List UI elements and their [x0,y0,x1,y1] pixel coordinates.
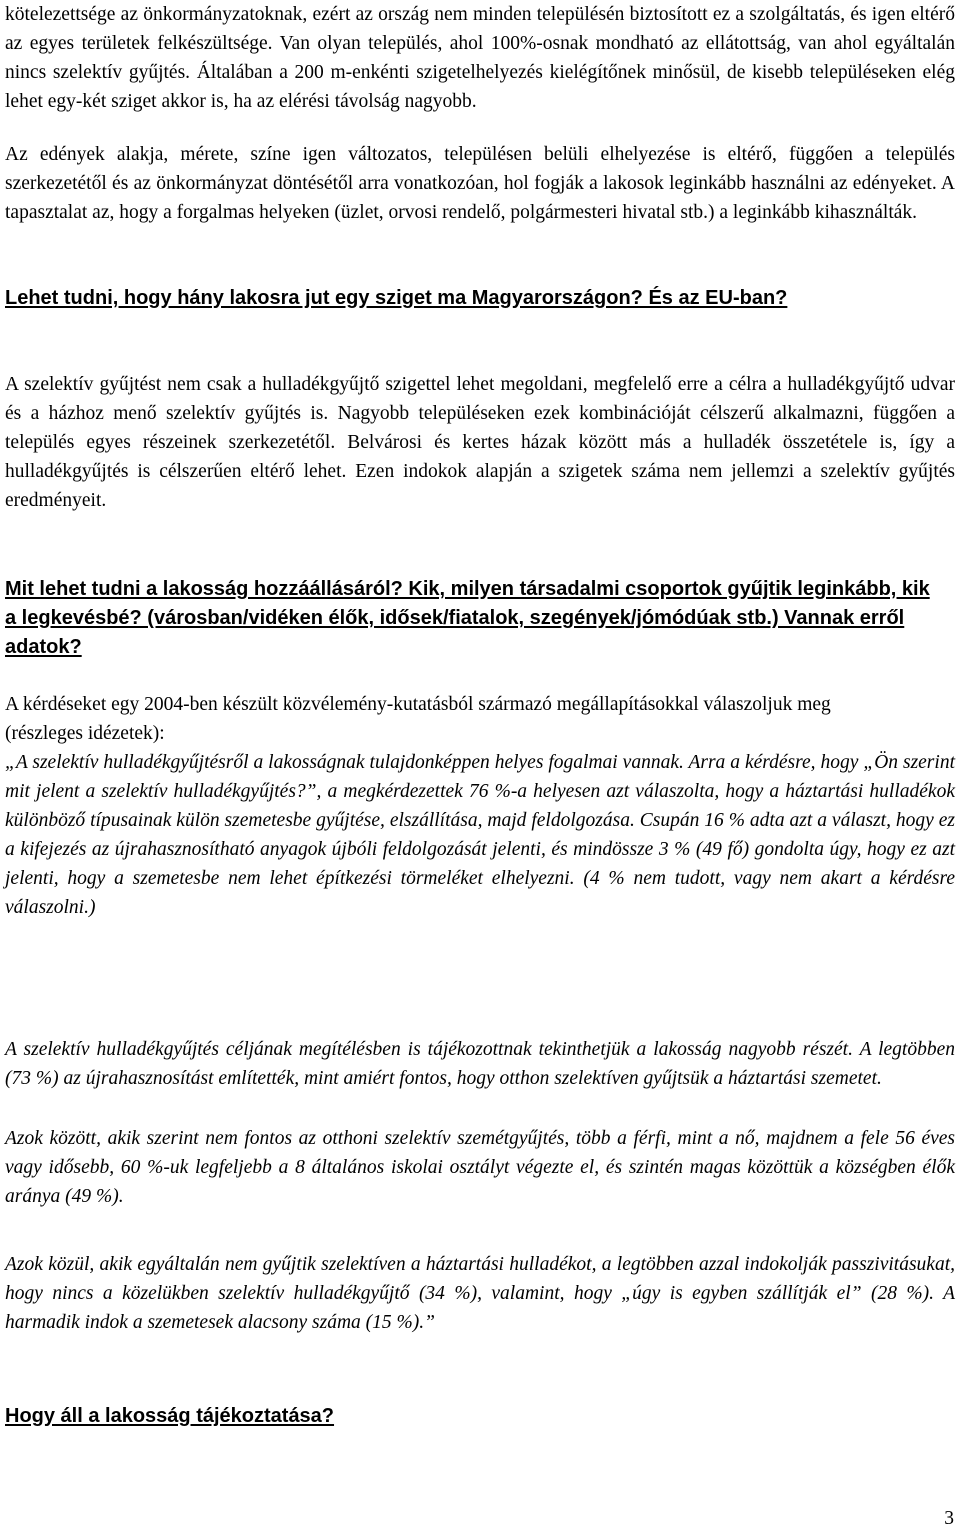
quote-survey-not-important: Azok között, akik szerint nem fontos az otthoni szelektív szemétgyűjtés, több a férfi, mint a nő, majdnem a fele 56 éves vagy idősebb, 60 %-uk legfeljebb a 8 általános iskolai osztályt végezte el, és szintén magas közöttük a községben élők aránya (49 %). [5,1128,955,1207]
page-number: 3 [944,1508,954,1529]
quote-survey-definition: „A szelektív hulladékgyűjtésről a lakosságnak tulajdonképpen helyes fogalmai vannak. Arra a kérdésre, hogy „Ön szerint mit jelent a szelektív hulladékgyűjtés?”, a megkérdezettek 76 %-a helyesen azt válaszolta, hogy a háztartási hulladékok különböző típusainak külön szemetesbe gyűjtése, elszállítása, majd feldolgozása. Csupán 16 % adta azt a választ, hogy ez a kifejezés az újrahasznosítható anyagok újbóli feldolgozását jelenti, és mindössze 3 % (49 fő) gondolta úgy, hogy ez azt jelenti, hogy a szemetesbe nem lehet építkezési törmeléket elhelyezni. (4 % nem tudott, vagy nem akart a kérdésre válaszolni.) [5,752,955,918]
quote-survey-not-collecting: Azok közül, akik egyáltalán nem gyűjtik szelektíven a háztartási hulladékot, a legtöbben azzal indokolják passzivitásukat, hogy nincs a közelükben szelektív hulladékgyűjtő (34 %), valamint, hogy „úgy is egyben szállítják el” (28 %). A harmadik indok a szemetesek alacsony száma (15 %).” [5,1254,955,1333]
paragraph-island-coverage: kötelezettsége az önkormányzatoknak, ezért az ország nem minden településén biztosított ez a szolgáltatás, és igen eltérő az egyes területek felkészültsége. Van olyan település, ahol 100%-osnak mondható az ellátottság, van ahol egyáltalán nincs szelektív gyűjtés. Általában a 200 m-enkénti szigetelhelyezés kielégítőnek minősül, de kisebb településeken elég lehet egy-két sziget akkor is, ha az elérési távolság nagyobb. [5,4,955,112]
heading-public-information: Hogy áll a lakosság tájékoztatása? [5,1405,335,1427]
quote-survey-purpose: A szelektív hulladékgyűjtés céljának megítélésben is tájékozottnak tekinthetjük a lakosság nagyobb részét. A legtöbben (73 %) az újrahasznosítást említették, mint amiért fontos, hogy otthon szelektíven gyűjtsük a háztartási szemetet. [5,1039,955,1089]
paragraph-collection-methods: A szelektív gyűjtést nem csak a hulladékgyűjtő szigettel lehet megoldani, megfelelő erre a célra a hulladékgyűjtő udvar és a házhoz menő szelektív gyűjtés is. Nagyobb településeken ezek kombinációját célszerű alkalmazni, függően a település egyes részeinek szerkezetétől. Belvárosi és kertes házak között más a hulladék összetétele is, így a hulladékgyűjtés is célszerűen eltérő lehet. Ezen indokok alapján a szigetek száma nem jellemzi a szelektív gyűjtés eredményeit. [5,374,955,511]
paragraph-survey-intro: A kérdéseket egy 2004-ben készült közvélemény-kutatásból származó megállapításokkal válaszoljuk meg (részleges idézetek): [5,694,831,744]
paragraph-container-shapes: Az edények alakja, mérete, színe igen változatos, településen belüli elhelyezése is eltérő, függően a település szerkezetétől és az önkormányzat döntésétől arra vonatkozóan, hol fogják a lakosok leginkább használni az edényeket. A tapasztalat az, hogy a forgalmas helyeken (üzlet, orvosi rendelő, polgármesteri hivatal stb.) a leginkább kihasználták. [5,144,955,223]
heading-public-attitude: Mit lehet tudni a lakosság hozzáállásáról? Kik, milyen társadalmi csoportok gyűjtik leginkább, kik a legkevésbé? (városban/vidéken élők, idősek/fiatalok, szegények/jómódúak stb.) Vannak erről adatok? [5,578,930,658]
heading-islands-per-resident: Lehet tudni, hogy hány lakosra jut egy sziget ma Magyarországon? És az EU-ban? [5,287,788,309]
